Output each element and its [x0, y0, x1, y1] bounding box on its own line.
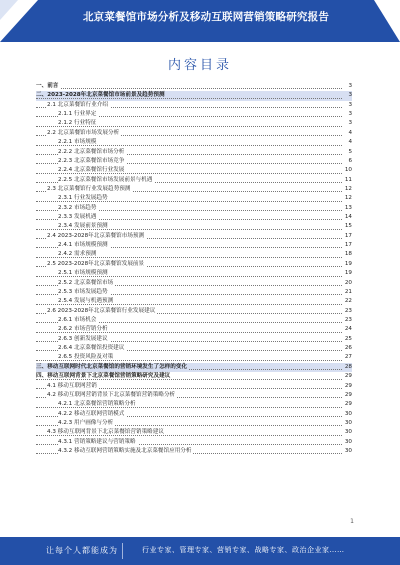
toc-entry-page: 30 [343, 428, 352, 437]
footer-divider [122, 543, 123, 559]
toc-entry-page: 15 [343, 222, 352, 231]
toc-entry-page: 13 [343, 204, 352, 213]
toc-entry-page: 27 [343, 353, 352, 362]
toc-entry-text: 4.3 移动互联网背景下北京菜餐馆营销策略建议 [47, 429, 164, 436]
toc-entry-text: 四、移动互联网背景下北京菜餐馆营销策略研究及建议 [36, 373, 171, 380]
toc-entry-page: 10 [343, 166, 352, 175]
toc-entry[interactable] [36, 335, 352, 344]
toc-entry-text: 2.3.1 行业发展趋势 [58, 195, 108, 202]
toc-entry-text: 2.2.5 北京菜餐馆市场发展前景与机遇 [58, 176, 153, 183]
toc-entry-text: 2.3.2 市场趋势 [58, 204, 97, 211]
toc-entry-page: 25 [343, 335, 352, 344]
toc-entry-page: 20 [343, 279, 352, 288]
toc-entry[interactable] [36, 194, 352, 203]
toc-entry-text: 2.4.1 市场规模预测 [58, 242, 108, 249]
toc-entry[interactable] [36, 344, 352, 353]
toc-entry-text: 2.4 2023-2028年北京菜餐馆市场预测 [47, 232, 145, 239]
toc-entry-text: 2.3.3 发展机遇 [58, 214, 97, 221]
toc-entry[interactable] [36, 438, 352, 447]
toc-entry-page: 6 [346, 157, 352, 166]
toc-entry[interactable] [36, 176, 352, 185]
toc-entry-page: 29 [343, 372, 352, 381]
toc-entry-text: 一、前言 [36, 83, 59, 89]
toc-entry-text: 4.2.2 移动互联网营销模式 [58, 410, 125, 417]
toc-entry-page: 12 [343, 185, 352, 194]
toc-entry-page: 3 [346, 82, 352, 91]
toc-entry-page: 17 [343, 241, 352, 250]
toc-entry-text: 2.1.1 行业界定 [58, 111, 97, 118]
toc-entry[interactable] [36, 148, 352, 157]
toc-entry[interactable] [36, 363, 352, 372]
toc-entry[interactable] [36, 166, 352, 175]
toc-entry[interactable] [36, 138, 352, 147]
toc-entry-text: 2.6.2 市场营销分析 [58, 326, 108, 333]
toc-entry-text: 4.1 移动互联网营销 [47, 382, 97, 389]
toc-entry-text: 2.6.5 投资风险及对策 [58, 354, 114, 361]
toc-entry[interactable] [36, 428, 352, 437]
toc-entry-page: 11 [343, 176, 352, 185]
toc-entry-text: 2.2.4 北京菜餐馆行业发展 [58, 167, 125, 174]
toc-entry[interactable] [36, 157, 352, 166]
toc-entry-text: 2.6.4 北京菜餐馆投资建议 [58, 345, 125, 352]
toc-entry-page: 29 [343, 382, 352, 391]
toc-entry-page: 19 [343, 269, 352, 278]
toc-entry-page: 3 [346, 101, 352, 110]
toc-entry-text: 4.2.3 用户画像与分析 [58, 419, 114, 426]
toc-entry-text: 4.3.1 营销策略建议与营销策略 [58, 438, 136, 445]
toc-entry[interactable] [36, 372, 352, 381]
toc-entry-text: 4.3.2 移动互联网营销策略实施及北京菜餐馆应用分析 [58, 448, 192, 455]
toc-entry[interactable] [36, 269, 352, 278]
toc-entry-text: 2.6.3 创新发展建议 [58, 335, 108, 342]
toc-entry-page: 3 [346, 91, 352, 100]
toc-entry[interactable] [36, 101, 352, 110]
toc-entry[interactable] [36, 279, 352, 288]
toc-entry-page: 30 [343, 419, 352, 428]
toc-entry[interactable] [36, 91, 352, 100]
toc-entry[interactable] [36, 325, 352, 334]
toc-entry[interactable] [36, 307, 352, 316]
toc-entry[interactable] [36, 119, 352, 128]
toc-entry-text: 2.4.2 需求预测 [58, 251, 97, 258]
page-header [0, 0, 400, 42]
toc-entry[interactable] [36, 185, 352, 194]
toc-entry-text: 2.2.3 北京菜餐馆市场竞争 [58, 157, 125, 164]
toc-entry[interactable] [36, 316, 352, 325]
toc-entry-page: 22 [343, 297, 352, 306]
toc-entry-page: 23 [343, 307, 352, 316]
toc-entry-page: 30 [343, 410, 352, 419]
toc-entry-page: 5 [346, 148, 352, 157]
toc-entry-page: 4 [346, 129, 352, 138]
toc-entry[interactable] [36, 222, 352, 231]
toc-entry-page: 4 [346, 138, 352, 147]
toc-entry-page: 30 [343, 438, 352, 447]
toc-entry[interactable] [36, 297, 352, 306]
toc-entry-page: 29 [343, 391, 352, 400]
toc-entry[interactable] [36, 260, 352, 269]
toc-entry-text: 二、2023-2028年北京菜餐馆市场前景及趋势预测 [36, 92, 165, 99]
header-corner-right [374, 0, 400, 42]
toc-entry-page: 26 [343, 344, 352, 353]
toc-entry-text: 4.2.1 北京菜餐馆营销策略分析 [58, 401, 136, 408]
toc-entry-page: 28 [343, 363, 352, 372]
footer-slogan: 让每个人都能成为 [46, 546, 118, 555]
toc-entry[interactable] [36, 419, 352, 428]
table-of-contents [36, 82, 352, 456]
footer-tagline: 行业专家、管理专家、营销专家、战略专家、政治企业家…… [142, 546, 345, 554]
toc-entry-page: 19 [343, 260, 352, 269]
toc-entry-page: 21 [343, 288, 352, 297]
toc-entry-page: 30 [343, 447, 352, 456]
toc-entry[interactable] [36, 204, 352, 213]
toc-entry-page: 3 [346, 110, 352, 119]
toc-entry[interactable] [36, 391, 352, 400]
toc-entry-page: 3 [346, 119, 352, 128]
toc-entry-page: 29 [343, 400, 352, 409]
toc-entry-page: 14 [343, 213, 352, 222]
toc-entry-text: 2.5 2023-2028年北京菜餐馆发展前景 [47, 260, 145, 267]
toc-entry-page: 23 [343, 316, 352, 325]
toc-entry-page: 17 [343, 232, 352, 241]
toc-entry[interactable] [36, 110, 352, 119]
toc-entry[interactable] [36, 288, 352, 297]
toc-entry-text: 2.5.4 发展与机遇预测 [58, 298, 114, 305]
toc-entry-text: 2.5.2 北京菜餐馆市场 [58, 279, 114, 286]
toc-heading: 内容目录 [167, 58, 232, 73]
toc-entry[interactable] [36, 250, 352, 259]
page-footer [0, 537, 400, 565]
toc-entry[interactable] [36, 410, 352, 419]
toc-entry-text: 2.5.1 市场规模预测 [58, 270, 108, 277]
toc-entry[interactable] [36, 447, 352, 456]
toc-entry[interactable] [36, 82, 352, 91]
toc-entry-text: 2.6 2023-2028年北京菜餐馆行业发展建议 [47, 307, 156, 314]
toc-entry-text: 三、移动互联网时代北京菜餐馆的营销环境发生了怎样的变化 [36, 363, 188, 370]
toc-entry[interactable] [36, 232, 352, 241]
toc-entry-page: 12 [343, 194, 352, 203]
toc-entry[interactable] [36, 213, 352, 222]
toc-entry[interactable] [36, 382, 352, 391]
toc-entry[interactable] [36, 129, 352, 138]
header-corner-left-accent [0, 0, 18, 20]
toc-entry-text: 2.2 北京菜餐馆市场发展分析 [47, 129, 120, 136]
toc-entry-text: 2.2.2 北京菜餐馆市场分析 [58, 148, 125, 155]
toc-entry[interactable] [36, 353, 352, 362]
toc-entry[interactable] [36, 241, 352, 250]
toc-leader-dots [36, 88, 342, 89]
toc-entry-page: 24 [343, 325, 352, 334]
toc-entry-page: 18 [343, 250, 352, 259]
toc-entry-text: 2.1.2 行业特征 [58, 120, 97, 127]
toc-entry-text: 2.3.4 发展前景预测 [58, 223, 108, 230]
page-number: 1 [350, 518, 354, 525]
report-title: 北京菜餐馆市场分析及移动互联网营销策略研究报告 [82, 11, 330, 23]
toc-entry-text: 2.6.1 市场机会 [58, 316, 97, 323]
toc-entry-text: 2.1 北京菜餐馆行业介绍 [47, 101, 109, 108]
toc-entry-text: 4.2 移动互联网营销背景下北京菜餐馆营销策略分析 [47, 391, 176, 398]
toc-entry-text: 2.3 北京菜餐馆行业发展趋势预测 [47, 185, 131, 192]
toc-entry-text: 2.5.3 市场发展趋势 [58, 288, 108, 295]
toc-entry-text: 2.2.1 市场规模 [58, 139, 97, 146]
toc-entry[interactable] [36, 400, 352, 409]
